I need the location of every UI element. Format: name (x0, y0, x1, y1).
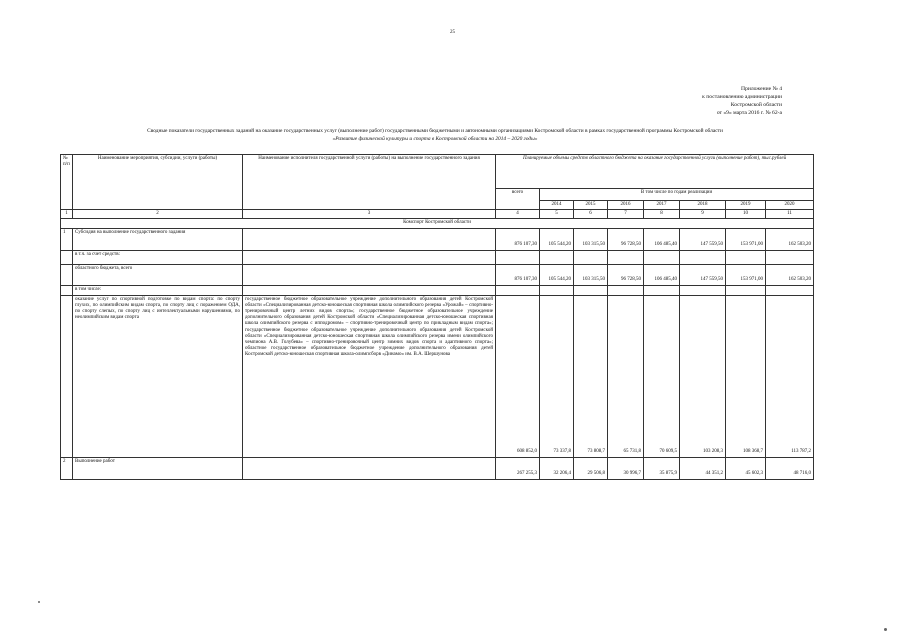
column-numbers-row (61, 210, 814, 219)
header-total: всего (496, 189, 540, 210)
row-value (766, 250, 814, 264)
row-value: 105 544,20 (540, 228, 574, 250)
header-year: 2017 (644, 201, 680, 210)
row-value: 106 485,40 (644, 228, 680, 250)
table-row (61, 295, 814, 457)
table-row (61, 264, 814, 285)
row-value: 73 337,8 (540, 295, 574, 457)
row-num (61, 264, 73, 285)
row-value: 30 996,7 (608, 457, 644, 479)
row-value: 153 971,00 (726, 264, 766, 285)
row-value (726, 285, 766, 295)
row-value (644, 285, 680, 295)
row-value: 45 602,3 (726, 457, 766, 479)
table-row (61, 228, 814, 250)
row-value: 608 852,0 (496, 295, 540, 457)
budget-table (60, 154, 814, 480)
row-value (540, 285, 574, 295)
section-title: Комспорт Костромской области (61, 219, 814, 228)
appendix-line-3: Костромской области (730, 102, 782, 108)
row-value: 96 728,50 (608, 264, 644, 285)
column-number: 3 (243, 210, 496, 219)
header-year: 2015 (574, 201, 608, 210)
heading-line-1: Сводные показатели государственных заданий на оказание государственных услуг (выполнение работ) государственными бюджетными и автономными организациями Костромской области в рамках государственной программы Костромской области (147, 128, 723, 134)
row-executor (243, 250, 496, 264)
row-value: 103 315,50 (574, 228, 608, 250)
row-value: 29 506,8 (574, 457, 608, 479)
row-value (496, 285, 540, 295)
row-value: 162 503,20 (766, 264, 814, 285)
row-num: 1 (61, 228, 73, 250)
appendix-line-1: Приложение № 4 (741, 86, 782, 92)
header-num: № п/п (61, 155, 73, 210)
row-value: 35 875,9 (644, 457, 680, 479)
row-value: 108 368,7 (726, 295, 766, 457)
table-row (61, 457, 814, 479)
row-value: 106 485,40 (644, 264, 680, 285)
row-value (540, 250, 574, 264)
table-row (61, 285, 814, 295)
row-executor (243, 264, 496, 285)
row-value: 876 107,30 (496, 228, 540, 250)
row-value: 147 559,50 (680, 228, 726, 250)
row-activity: в т.ч. за счет средств: (73, 250, 243, 264)
scan-speck (38, 601, 40, 603)
row-value: 113 787,2 (766, 295, 814, 457)
row-value (766, 285, 814, 295)
row-executor (243, 457, 496, 479)
row-activity: Выполнение работ (73, 457, 243, 479)
column-number: 6 (574, 210, 608, 219)
heading-line-2: «Развитие физической культуры и спорта в Костромской области на 2014 – 2020 годы» (332, 136, 538, 142)
row-num (61, 250, 73, 264)
row-value: 44 351,2 (680, 457, 726, 479)
table-row (61, 250, 814, 264)
row-value: 162 503,20 (766, 228, 814, 250)
row-value (644, 250, 680, 264)
row-value (608, 250, 644, 264)
header-executor: Наименование исполнителя государственной услуги (работы) на выполнение государственного задания (243, 155, 496, 210)
row-value (680, 285, 726, 295)
row-value: 103 315,50 (574, 264, 608, 285)
column-number: 5 (540, 210, 574, 219)
header-year: 2016 (608, 201, 644, 210)
row-num (61, 285, 73, 295)
header-year: 2018 (680, 201, 726, 210)
row-value: 48 716,0 (766, 457, 814, 479)
column-number: 10 (726, 210, 766, 219)
row-value: 267 255,3 (496, 457, 540, 479)
appendix-block (702, 85, 782, 117)
row-value: 32 206,4 (540, 457, 574, 479)
page-number: 25 (450, 30, 455, 35)
row-executor: государственное бюджетное образовательное учреждение дополнительного образования детей Костромской области «Специализированная детско-юношеская спортивная школа олимпийского резерва «Урожай» – спортивно-тренировочный центр летних видов спорта»; государственное бюджетное образовательное учреждение дополнительного образования детей Костромской области «Специализированная детско-юношеская спортивная школа олимпийского резерва с ипподромом» – спортивно-тренировочный центр по прикладным видам спорта»; государственное бюджетное образовательное учреждение дополнительного образования детей Костромской области «Специализированная детско-юношеская спортивная школа олимпийского резерва имени олимпийского чемпиона А.В. Голубева» – спортивно-тренировочный центр зимних видов спорта и адаптивного спорта»; областное государственное образовательное бюджетное учреждение дополнительного образования детей Костромской детско-юношеская спортивная школа-олимпсборв «Динамо» им. В.А. Шершунова (243, 295, 496, 457)
section-row (61, 219, 814, 228)
appendix-line-2: к постановлению администрации (702, 94, 782, 100)
header-year: 2019 (726, 201, 766, 210)
row-value: 96 728,50 (608, 228, 644, 250)
row-value: 65 731,8 (608, 295, 644, 457)
header-by-years: В том числе по годам реализации (540, 189, 814, 201)
row-activity: в том числе: (73, 285, 243, 295)
row-value (574, 250, 608, 264)
row-value: 105 544,20 (540, 264, 574, 285)
row-value: 876 107,30 (496, 264, 540, 285)
column-number: 4 (496, 210, 540, 219)
row-executor (243, 285, 496, 295)
header-activity: Наименование мероприятия, субсидии, услуги (работы) (73, 155, 243, 210)
row-activity: оказание услуг по спортивной подготовке по видам спорта: по спорту глухих, по олимпийским видам спорта, по спорту лиц с поражением ОДА, по спорту слепых, по спорту лиц с интеллектуальными нарушениями, по неолимпийским видам спорта (73, 295, 243, 457)
row-value: 103 208,3 (680, 295, 726, 457)
header-year: 2014 (540, 201, 574, 210)
appendix-line-4: от «9» марта 2016 г. № 62-а (716, 110, 782, 116)
row-activity: областного бюджета, всего (73, 264, 243, 285)
row-value: 70 609,5 (644, 295, 680, 457)
column-number: 11 (766, 210, 814, 219)
column-number: 9 (680, 210, 726, 219)
document-heading (55, 127, 815, 143)
column-number: 8 (644, 210, 680, 219)
row-activity: Субсидия на выполнение государственного задания (73, 228, 243, 250)
header-year: 2020 (766, 201, 814, 210)
column-number: 7 (608, 210, 644, 219)
row-value (680, 250, 726, 264)
row-num (61, 295, 73, 457)
row-value (608, 285, 644, 295)
row-value: 73 808,7 (574, 295, 608, 457)
header-row (61, 155, 814, 189)
row-value: 147 559,50 (680, 264, 726, 285)
scan-speck (884, 628, 887, 631)
row-num: 2 (61, 457, 73, 479)
row-value (496, 250, 540, 264)
row-executor (243, 228, 496, 250)
row-value (574, 285, 608, 295)
row-value (726, 250, 766, 264)
column-number: 1 (61, 210, 73, 219)
column-number: 2 (73, 210, 243, 219)
header-planned: Планируемые объемы средств областного бюджета на оказание государственной услуги (выполнение работ), тыс.рублей (496, 155, 814, 189)
row-value: 153 971,00 (726, 228, 766, 250)
